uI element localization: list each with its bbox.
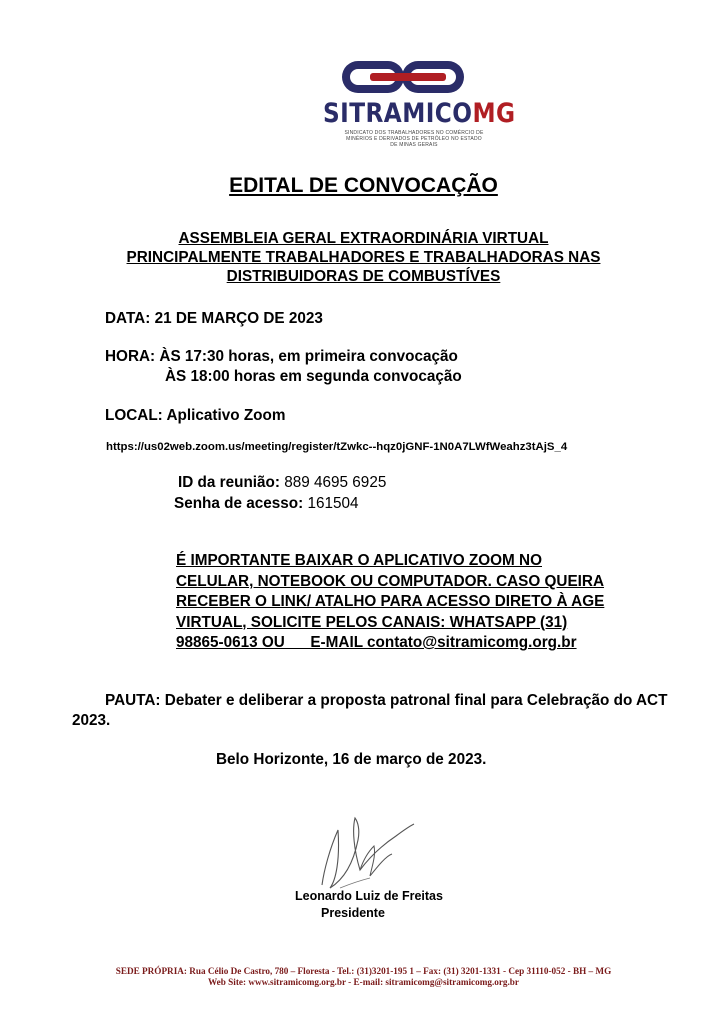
date-label: DATA: (105, 310, 151, 327)
notice-line: É IMPORTANTE BAIXAR O APLICATIVO ZOOM NO (176, 552, 542, 569)
meeting-url-link[interactable]: https://us02web.zoom.us/meeting/register/tZwkc--hqz0jGNF-1N0A7LWfWeahz3tAjS_4 (106, 441, 568, 453)
meeting-id-line (178, 474, 386, 492)
subtitle-line: DISTRIBUIDORAS DE COMBUSTÍVES (226, 268, 501, 285)
signature-icon (300, 800, 460, 900)
footer-address: SEDE PRÓPRIA: Rua Célio De Castro, 780 – Floresta - Tel.: (31)3201-195 1 – Fax: (31) 3201-1331 - Cep 31110-052 - BH – MG (115, 966, 612, 976)
handwritten-signature (300, 800, 460, 900)
time-second: ÀS 18:00 horas em segunda convocação (165, 368, 462, 385)
subtitle-line: PRINCIPALMENTE TRABALHADORES E TRABALHADORAS NAS (126, 249, 601, 266)
notice-line: 98865-0613 OU E-MAIL contato@sitramicomg.org.br (176, 634, 577, 651)
time-first: ÀS 17:30 horas, em primeira convocação (159, 348, 458, 365)
logo-brand-text: SITRAMICOMG (323, 98, 516, 129)
place-date: Belo Horizonte, 16 de março de 2023. (216, 751, 487, 768)
signatory-role: Presidente (321, 906, 385, 920)
important-notice (176, 551, 636, 654)
footer (0, 966, 727, 988)
document-title: EDITAL DE CONVOCAÇÃO (229, 174, 498, 197)
footer-web: Web Site: www.sitramicomg.org.br - E-mail: sitramicomg@sitramicomg.org.br (208, 977, 519, 987)
date-value: 21 DE MARÇO DE 2023 (154, 310, 323, 327)
notice-line: RECEBER O LINK/ ATALHO PARA ACESSO DIRETO À AGE (176, 593, 605, 610)
pauta-label: PAUTA: (105, 692, 161, 709)
document-subtitle (60, 229, 667, 286)
pauta-text: Debater e deliberar a proposta patronal final para Celebração do ACT 2023. (72, 692, 668, 729)
notice-line: VIRTUAL, SOLICITE PELOS CANAIS: WHATSAPP (31) (176, 613, 568, 631)
subtitle-line: ASSEMBLEIA GERAL EXTRAORDINÁRIA VIRTUAL (178, 230, 549, 247)
passcode-label: Senha de acesso: (174, 495, 304, 512)
local-value: Aplicativo Zoom (166, 407, 286, 424)
signatory-name: Leonardo Luiz de Freitas (295, 889, 443, 903)
notice-line: CELULAR, NOTEBOOK OU COMPUTADOR. CASO QUEIRA (176, 572, 605, 590)
meeting-id-label: ID da reunião: (178, 474, 280, 491)
passcode-value: 161504 (307, 495, 359, 512)
local-label: LOCAL: (105, 407, 163, 424)
passcode-line (174, 495, 359, 513)
meeting-id-value: 889 4695 6925 (284, 474, 387, 491)
time-line (105, 348, 458, 366)
time-label: HORA: (105, 348, 156, 365)
logo-tagline: SINDICATO DOS TRABALHADORES NO COMÉRCIO DE MINÉRIOS E DERIVADOS DE PETRÓLEO NO ESTADO DE MINAS GERAIS (344, 130, 484, 148)
local-line (105, 407, 285, 425)
date-line (105, 310, 323, 328)
pauta-paragraph (72, 691, 672, 731)
